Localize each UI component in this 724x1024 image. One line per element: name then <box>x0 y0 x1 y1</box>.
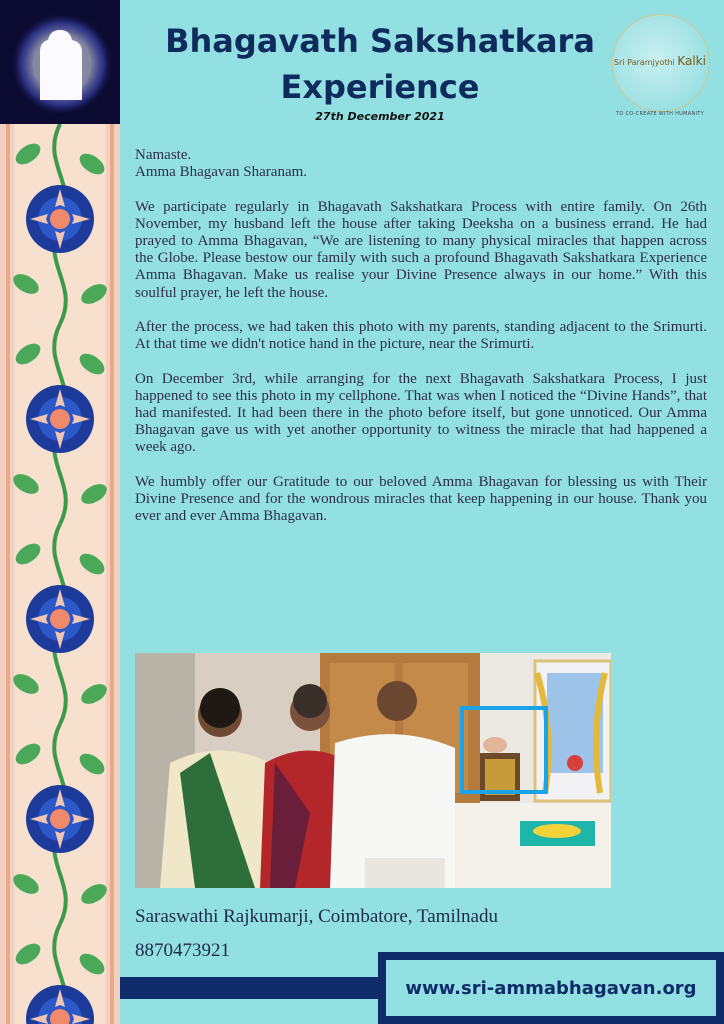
letter-body <box>135 147 707 543</box>
divine-light-icon <box>0 0 120 124</box>
author-phone: 8870473921 <box>135 940 230 961</box>
letter-paragraph-2: After the process, we had taken this photo with my parents, standing adjacent to the Srimurti. At that time we didn't notice hand in the picture, near the Srimurti. <box>135 319 707 353</box>
brand-name-main: Kalki <box>677 54 706 68</box>
website-link[interactable]: www.sri-ammabhagavan.org <box>386 960 716 1016</box>
letter-paragraph-1: We participate regularly in Bhagavath Sakshatkara Process with entire family. On 26th November, my husband left the house after taking Deeksha on a business errand. He had prayed to Amma Bhagavan, “We are listening to many physical miracles that happen across the Globe. Please bestow our family with such a profound Bhagavath Sakshatkara Experience Amma Bhagavan. Make us realise your Divine Presence always in our home.” With this soulful prayer, he left the house. <box>135 198 707 301</box>
glowing-logo <box>0 0 120 124</box>
brand-name-prefix: Sri Paramjyothi <box>614 58 675 67</box>
page-date: 27th December 2021 <box>315 110 445 123</box>
brand-tagline: TO CO-CREATE WITH HUMANITY <box>615 111 704 117</box>
author-name: Saraswathi Rajkumarji, Coimbatore, Tamilnadu <box>135 906 498 927</box>
letter-paragraph-4: We humbly offer our Gratitude to our beloved Amma Bhagavan for blessing us with Their Divine Presence and for the wondrous miracles that keep happening in our house. Thank you ever and ever Amma Bhagavan. <box>135 473 707 525</box>
page-title-line1: Bhagavath Sakshatkara <box>165 22 595 60</box>
letter-salutation: Amma Bhagavan Sharanam. <box>135 164 308 181</box>
family-photo-illustration <box>135 653 611 888</box>
letter-greeting: Namaste. <box>135 147 192 163</box>
page-title-line2: Experience <box>280 68 480 106</box>
brand-name <box>610 54 710 68</box>
letter-paragraph-3: On December 3rd, while arranging for the next Bhagavath Sakshatkara Process, I just happened to see this photo in my cellphone. That was when I noticed the “Divine Hands”, that had manifested. It had been there in the photo before itself, but gone unnoticed. Our Amma Bhagavan gave us with yet another opportunity to witness the miracle that had happened a week ago. <box>135 370 707 456</box>
floral-pattern-icon <box>0 124 120 1024</box>
family-photo <box>135 653 611 888</box>
floral-border <box>0 124 120 1024</box>
